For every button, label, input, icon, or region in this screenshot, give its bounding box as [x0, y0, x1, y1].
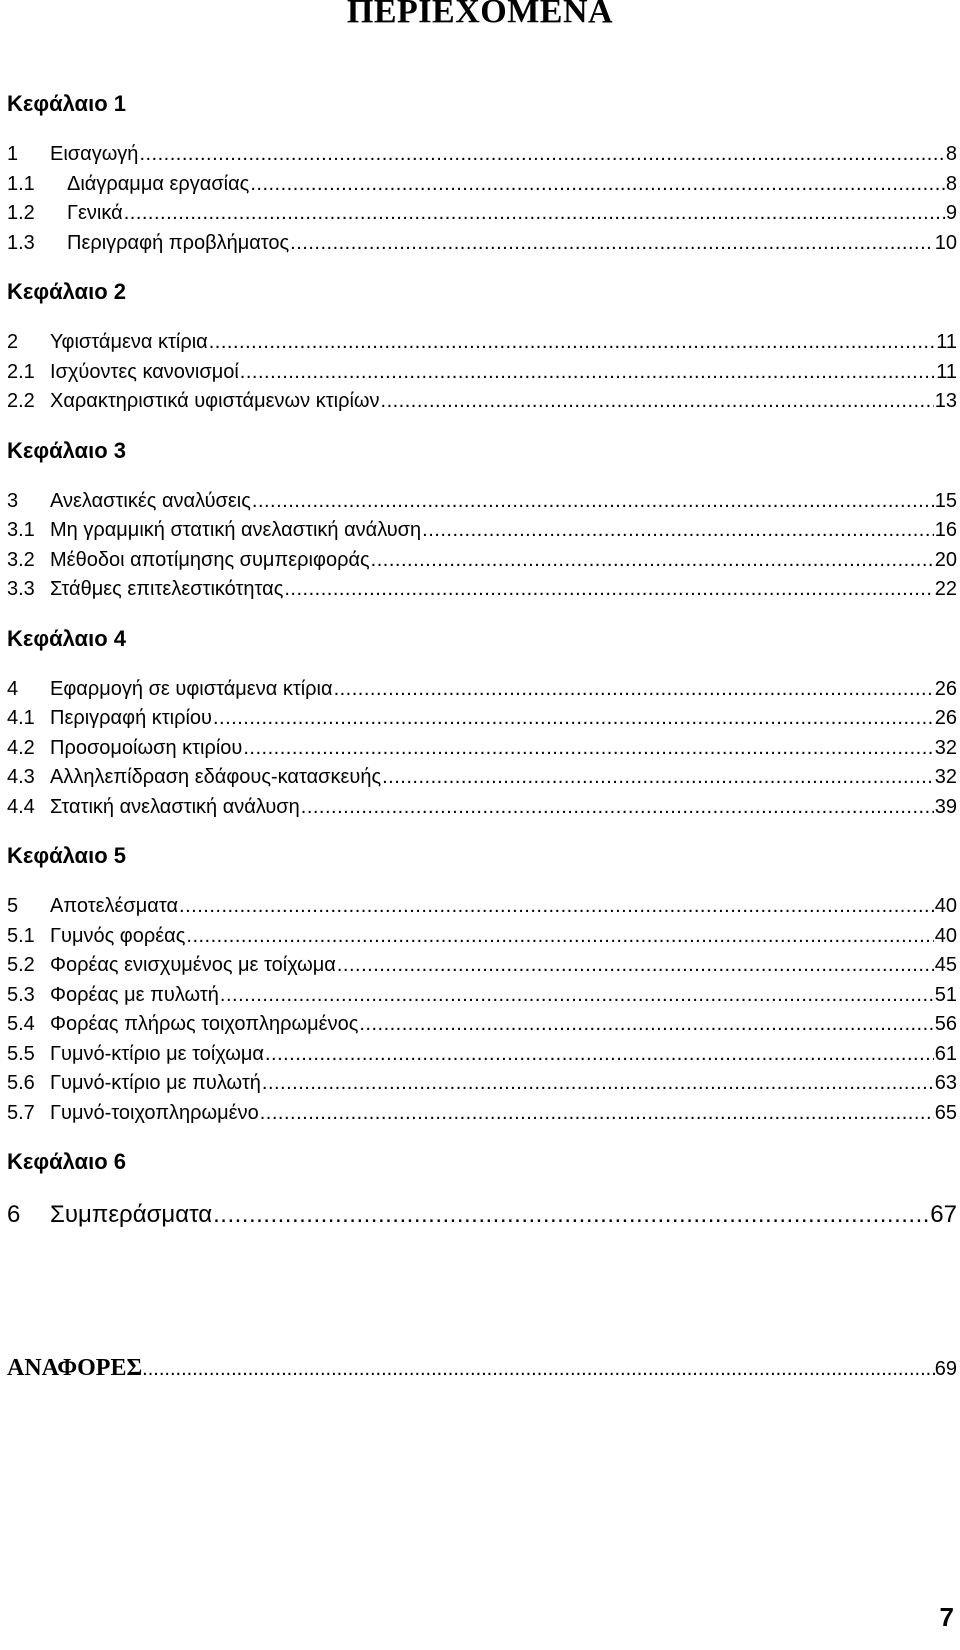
chapter-section — [7, 1142, 957, 1232]
entry-number: 3.3 — [7, 578, 35, 600]
entry-number: 4 — [7, 677, 19, 700]
dot-leader — [262, 1069, 934, 1099]
toc-entry[interactable] — [7, 922, 957, 952]
toc-entry[interactable] — [7, 546, 957, 576]
toc-entry[interactable] — [7, 675, 957, 705]
toc-entry[interactable] — [7, 1010, 957, 1040]
entry-title: Φορέας πλήρως τοιχοπληρωμένος — [50, 1013, 359, 1035]
entry-title: Γυμνό-κτίριο με τοίχωμα — [50, 1042, 264, 1065]
entry-title: Χαρακτηριστικά υφιστάμενων κτιρίων — [50, 390, 380, 412]
chapter-section — [7, 84, 957, 258]
toc-entry[interactable] — [7, 704, 957, 734]
entry-title: Εφαρμογή σε υφιστάμενα κτίρια — [50, 677, 333, 700]
toc-entry-references[interactable] — [7, 1355, 957, 1382]
entry-title: Αποτελέσματα — [50, 895, 179, 917]
dot-leader — [139, 140, 944, 170]
dot-leader — [260, 1099, 934, 1129]
chapter-heading: Κεφάλαιο 6 — [7, 1149, 126, 1174]
entry-title: Ισχύοντες κανονισμοί — [50, 360, 239, 383]
chapter-section — [7, 619, 957, 823]
dot-leader — [381, 387, 934, 417]
entry-page: 45 — [934, 954, 957, 976]
entry-number: 4.4 — [7, 795, 35, 818]
entry-page: 11 — [936, 331, 957, 353]
dot-leader — [422, 516, 934, 546]
entry-number: 3 — [7, 489, 19, 512]
toc-entry[interactable] — [7, 892, 957, 922]
entry-number: 5.5 — [7, 1042, 35, 1065]
entry-number: 3.2 — [7, 548, 35, 571]
entry-title: Διάγραμμα εργασίας — [67, 172, 250, 195]
entry-title: Φορέας με πυλωτή — [50, 983, 219, 1006]
entry-number: 1.2 — [7, 202, 35, 224]
entry-title: Γυμνός φορέας — [50, 924, 186, 947]
chapter-section — [7, 272, 957, 417]
entry-title: Περιγραφή προβλήματος — [67, 231, 290, 254]
entry-title: Στατική ανελαστική ανάλυση — [50, 795, 300, 818]
entry-number: 2 — [7, 331, 19, 353]
references-label: ΑΝΑΦΟΡΕΣ — [7, 1355, 143, 1381]
entry-page: 8 — [945, 143, 957, 165]
dot-leader — [240, 358, 935, 388]
entry-number: 5.7 — [7, 1101, 35, 1124]
toc-entry[interactable] — [7, 387, 957, 417]
dot-leader — [250, 170, 945, 200]
dot-leader — [213, 1198, 929, 1232]
chapter-heading: Κεφάλαιο 5 — [7, 843, 126, 868]
chapter-heading: Κεφάλαιο 4 — [7, 625, 126, 651]
dot-leader — [252, 487, 934, 517]
dot-leader — [243, 734, 933, 764]
entry-number: 5.6 — [7, 1072, 35, 1094]
entry-number: 5.2 — [7, 954, 35, 976]
dot-leader — [265, 1040, 934, 1070]
dot-leader — [334, 675, 934, 705]
entry-page: 32 — [934, 766, 957, 788]
entry-page: 32 — [934, 736, 957, 759]
entry-page: 16 — [934, 519, 957, 541]
entry-number: 2.1 — [7, 360, 35, 383]
entry-title: Γυμνό-κτίριο με πυλωτή — [50, 1072, 261, 1094]
chapter-section — [7, 431, 957, 605]
entry-page: 40 — [934, 924, 957, 947]
entry-page: 26 — [934, 677, 957, 700]
entry-page: 20 — [934, 548, 957, 571]
chapter-heading: Κεφάλαιο 3 — [7, 437, 126, 463]
toc-entry[interactable] — [7, 1069, 957, 1099]
entry-number: 4.2 — [7, 736, 35, 759]
entry-title: Υφιστάμενα κτίρια — [50, 331, 208, 353]
entry-page: 61 — [934, 1042, 957, 1065]
toc-entry[interactable] — [7, 1198, 957, 1232]
toc-entry[interactable] — [7, 328, 957, 358]
entry-page: 40 — [934, 895, 957, 917]
entry-page: 15 — [934, 489, 957, 512]
dot-leader — [142, 1358, 935, 1381]
toc-entry[interactable] — [7, 1099, 957, 1129]
toc-entry[interactable] — [7, 170, 957, 200]
entry-page: 67 — [930, 1201, 957, 1228]
dot-leader — [371, 546, 934, 576]
entry-page: 22 — [934, 578, 957, 600]
entry-title: Προσομοίωση κτιρίου — [50, 736, 243, 759]
dot-leader — [179, 892, 934, 922]
entry-page: 39 — [934, 795, 957, 818]
toc-entry[interactable] — [7, 734, 957, 764]
entry-title: Ανελαστικές αναλύσεις — [50, 489, 251, 512]
entry-title: Εισαγωγή — [50, 143, 139, 165]
dot-leader — [290, 229, 934, 259]
toc-entry[interactable] — [7, 793, 957, 823]
toc-entry[interactable] — [7, 1040, 957, 1070]
chapter-heading: Κεφάλαιο 1 — [7, 91, 126, 116]
entry-number: 5.4 — [7, 1013, 35, 1035]
entry-page: 56 — [934, 1013, 957, 1035]
entry-page: 65 — [934, 1101, 957, 1124]
entry-number: 1.3 — [7, 231, 35, 254]
dot-leader — [124, 199, 945, 229]
dot-leader — [337, 951, 934, 981]
entry-title: Αλληλεπίδραση εδάφους-κατασκευής — [50, 766, 382, 788]
entry-page: 8 — [945, 172, 957, 195]
entry-page: 51 — [934, 983, 957, 1006]
entry-page: 26 — [934, 707, 957, 729]
toc-entry[interactable] — [7, 763, 957, 793]
entry-number: 4.1 — [7, 707, 35, 729]
toc-entry[interactable] — [7, 575, 957, 605]
toc-entry[interactable] — [7, 229, 957, 259]
dot-leader — [186, 922, 933, 952]
entry-page: 10 — [934, 231, 957, 254]
dot-leader — [301, 793, 934, 823]
entry-number: 5.3 — [7, 983, 35, 1006]
dot-leader — [359, 1010, 933, 1040]
entry-title: Περιγραφή κτιρίου — [50, 707, 212, 729]
entry-number: 3.1 — [7, 519, 35, 541]
entry-title: Μη γραμμική στατική ανελαστική ανάλυση — [50, 519, 422, 541]
entry-title: Γενικά — [67, 202, 123, 224]
dot-leader — [209, 328, 935, 358]
entry-title: Συμπεράσματα — [50, 1201, 213, 1228]
entry-title: Μέθοδοι αποτίμησης συμπεριφοράς — [50, 548, 370, 571]
dot-leader — [382, 763, 934, 793]
entry-number: 5 — [7, 895, 19, 917]
entry-number: 1.1 — [7, 172, 35, 195]
toc-entry[interactable] — [7, 516, 957, 546]
toc-entry[interactable] — [7, 487, 957, 517]
toc-entry[interactable] — [7, 358, 957, 388]
references-page: 69 — [934, 1358, 957, 1380]
entry-number: 6 — [7, 1201, 21, 1228]
entry-number: 1 — [7, 143, 19, 165]
toc-entry[interactable] — [7, 199, 957, 229]
entry-number: 4.3 — [7, 766, 35, 788]
toc-entry[interactable] — [7, 140, 957, 170]
dot-leader — [213, 704, 934, 734]
dot-leader — [284, 575, 933, 605]
entry-page: 63 — [934, 1072, 957, 1094]
dot-leader — [220, 981, 934, 1011]
page-number: 7 — [939, 1602, 954, 1632]
table-of-contents — [7, 84, 957, 1242]
entry-title: Στάθμες επιτελεστικότητας — [50, 578, 284, 600]
page-title: ΠΕΡΙΕΧΟΜΕΝΑ — [346, 0, 614, 30]
entry-page: 11 — [936, 360, 957, 383]
entry-page: 9 — [945, 202, 957, 224]
toc-entry[interactable] — [7, 981, 957, 1011]
entry-title: Γυμνό-τοιχοπληρωμένο — [50, 1101, 259, 1124]
entry-page: 13 — [934, 390, 957, 412]
toc-entry[interactable] — [7, 951, 957, 981]
entry-number: 5.1 — [7, 924, 35, 947]
entry-title: Φορέας ενισχυμένος με τοίχωμα — [50, 954, 336, 976]
chapter-section — [7, 836, 957, 1128]
chapter-heading: Κεφάλαιο 2 — [7, 279, 126, 304]
entry-number: 2.2 — [7, 390, 35, 412]
